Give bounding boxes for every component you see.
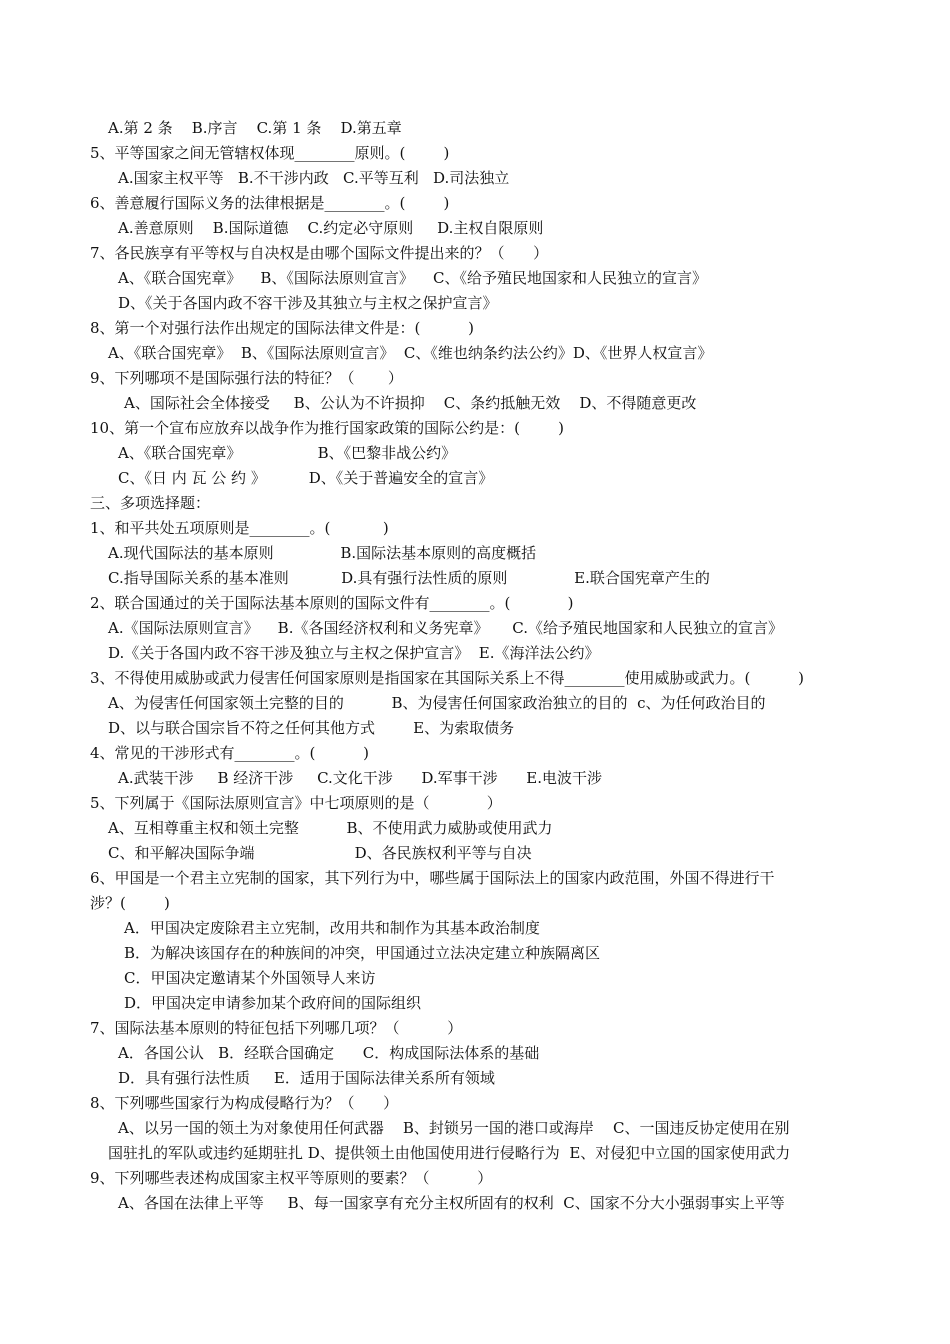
text-line: 1、和平共处五项原则是________。( ) bbox=[90, 519, 389, 537]
text-line: B．为解决该国存在的种族间的冲突，甲国通过立法决定建立种族隔离区 bbox=[124, 944, 601, 962]
text-line: A、《联合国宪章》 B、《巴黎非战公约》 bbox=[118, 444, 457, 462]
text-line: A．各国公认 B．经联合国确定 C．构成国际法体系的基础 bbox=[118, 1044, 540, 1062]
text-line: C.指导国际关系的基本准则 D.具有强行法性质的原则 E.联合国宪章产生的 bbox=[108, 569, 710, 587]
text-line: 5、下列属于《国际法原则宣言》中七项原则的是（ ） bbox=[90, 794, 502, 812]
text-line: A.国家主权平等 B.不干涉内政 C.平等互利 D.司法独立 bbox=[118, 169, 510, 187]
text-line: A、为侵害任何国家领土完整的目的 B、为侵害任何国家政治独立的目的 c、为任何政治目的 bbox=[108, 694, 766, 712]
text-line: A．甲国决定废除君主立宪制，改用共和制作为其基本政治制度 bbox=[124, 919, 540, 937]
text-line: 8、第一个对强行法作出规定的国际法律文件是：( ) bbox=[90, 319, 474, 337]
text-line: A、各国在法律上平等 B、每一国家享有充分主权所固有的权利 C、国家不分大小强弱事实上平等 bbox=[118, 1194, 785, 1212]
text-line: A、《联合国宪章》 B、《国际法原则宣言》 C、《给予殖民地国家和人民独立的宣言》 bbox=[118, 269, 707, 287]
text-line: 涉？( ) bbox=[90, 894, 170, 912]
text-line: 7、各民族享有平等权与自决权是由哪个国际文件提出来的？（ ） bbox=[90, 244, 549, 262]
text-line: D、《关于各国内政不容干涉及其独立与主权之保护宣言》 bbox=[118, 294, 498, 312]
text-line: A.武装干涉 B 经济干涉 C.文化干涉 D.军事干涉 E.电波干涉 bbox=[118, 769, 602, 787]
text-line: A.第 2 条 B.序言 C.第 1 条 D.第五章 bbox=[108, 119, 402, 137]
text-line: 4、常见的干涉形式有________。( ) bbox=[90, 744, 369, 762]
text-line: D.《关于各国内政不容干涉及独立与主权之保护宣言》 E.《海洋法公约》 bbox=[108, 644, 600, 662]
text-line: 国驻扎的军队或违约延期驻扎 D、提供领土由他国使用进行侵略行为 E、对侵犯中立国的国家使用武力 bbox=[108, 1144, 791, 1162]
text-line: A、互相尊重主权和领土完整 B、不使用武力威胁或使用武力 bbox=[108, 819, 553, 837]
text-line: A.《国际法原则宣言》 B.《各国经济权利和义务宪章》 C.《给予殖民地国家和人民独立的宣言》 bbox=[108, 619, 784, 637]
text-line: 6、善意履行国际义务的法律根据是________。( ) bbox=[90, 194, 450, 212]
text-line: D、以与联合国宗旨不符之任何其他方式 E、为索取债务 bbox=[108, 719, 515, 737]
text-line: A、以另一国的领土为对象使用任何武器 B、封锁另一国的港口或海岸 C、一国违反协定使用在别 bbox=[118, 1119, 790, 1137]
text-line: 6、甲国是一个君主立宪制的国家，其下列行为中，哪些属于国际法上的国家内政范围，外国不得进行干 bbox=[90, 869, 775, 887]
text-line: 三、多项选择题： bbox=[90, 494, 211, 512]
text-line: 9、下列哪项不是国际强行法的特征？（ ） bbox=[90, 369, 403, 387]
text-line: C．甲国决定邀请某个外国领导人来访 bbox=[124, 969, 376, 987]
text-line: D．甲国决定申请参加某个政府间的国际组织 bbox=[124, 994, 422, 1012]
text-line: A、国际社会全体接受 B、公认为不许损抑 C、条约抵触无效 D、不得随意更改 bbox=[124, 394, 697, 412]
text-line: 9、下列哪些表述构成国家主权平等原则的要素？（ ） bbox=[90, 1169, 493, 1187]
text-line: C、《日 内 瓦 公 约 》 D、《关于普遍安全的宣言》 bbox=[118, 469, 494, 487]
text-line: 2、联合国通过的关于国际法基本原则的国际文件有________。( ) bbox=[90, 594, 574, 612]
text-line: D．具有强行法性质 E．适用于国际法律关系所有领域 bbox=[118, 1069, 495, 1087]
text-line: A.现代国际法的基本原则 B.国际法基本原则的高度概括 bbox=[108, 544, 537, 562]
text-line: 8、下列哪些国家行为构成侵略行为？（ ） bbox=[90, 1094, 399, 1112]
text-line: 3、不得使用威胁或武力侵害任何国家原则是指国家在其国际关系上不得________使用威胁或武力。( ) bbox=[90, 669, 804, 687]
text-line: 10、第一个宣布应放弃以战争作为推行国家政策的国际公约是：( ) bbox=[90, 419, 564, 437]
text-line: A、《联合国宪章》 B、《国际法原则宣言》 C、《维也纳条约法公约》D、《世界人权宣言》 bbox=[108, 344, 713, 362]
text-line: A.善意原则 B.国际道德 C.约定必守原则 D.主权自限原则 bbox=[118, 219, 544, 237]
text-line: 7、国际法基本原则的特征包括下列哪几项？（ ） bbox=[90, 1019, 463, 1037]
text-line: 5、平等国家之间无管辖权体现________原则。( ) bbox=[90, 144, 450, 162]
text-line: C、和平解决国际争端 D、各民族权利平等与自决 bbox=[108, 844, 532, 862]
